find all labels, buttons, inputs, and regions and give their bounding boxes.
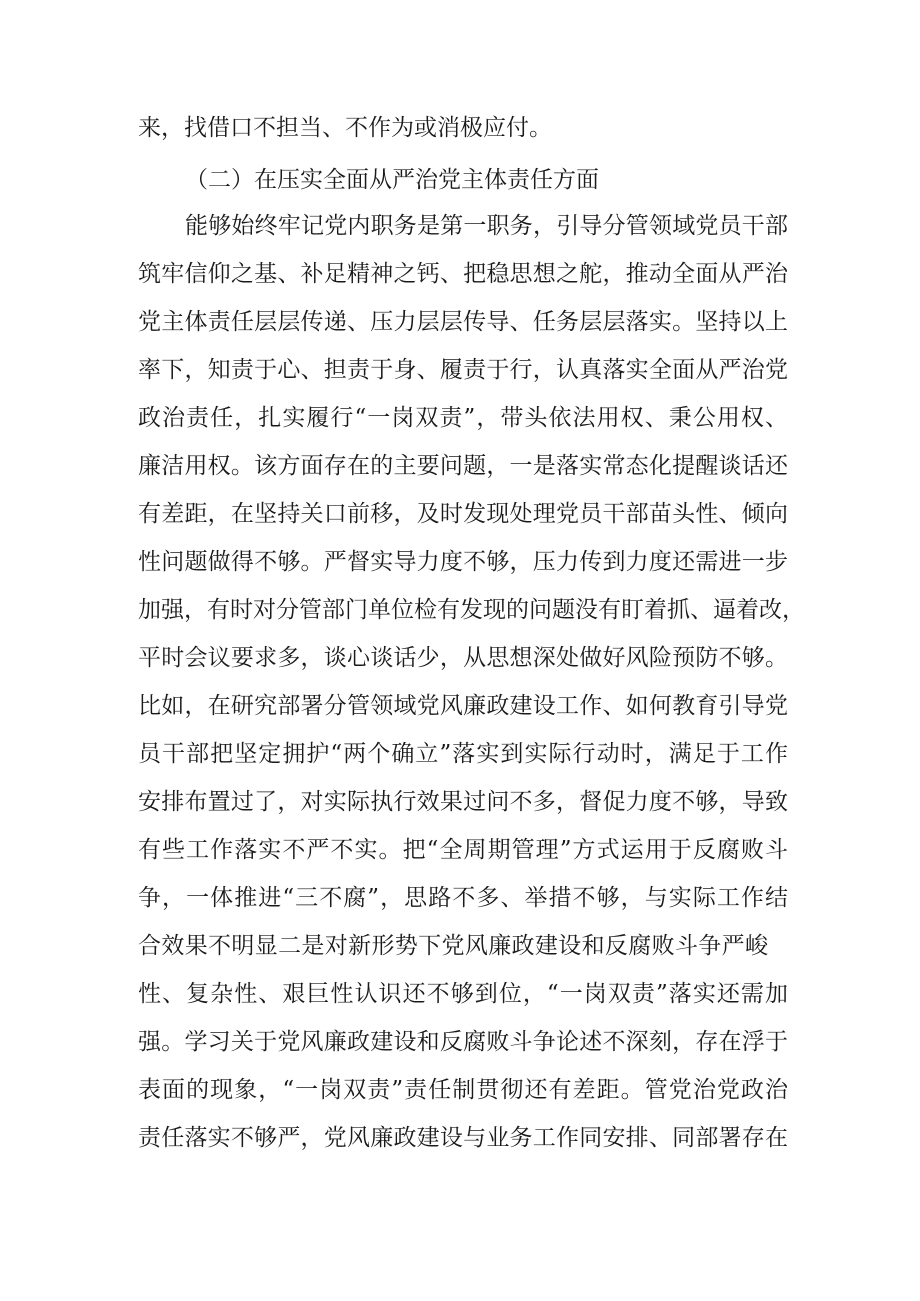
paragraph-line-7: 政治责任，扎实履行“一岗双责”，带头依法用权、秉公用权、: [138, 405, 788, 431]
paragraph-line-22: 责任落实不够严，党风廉政建设与业务工作同安排、同部署存在: [138, 1125, 788, 1151]
paragraph-line-10: 性问题做得不够。严督实导力度不够，压力传到力度还需进一步: [138, 549, 788, 575]
paragraph-line-13: 比如，在研究部署分管领域党风廉政建设工作、如何教育引导党: [138, 693, 788, 719]
paragraph-line-1: 来，找借口不担当、不作为或消极应付。: [138, 115, 552, 141]
paragraph-line-3: 能够始终牢记党内职务是第一职务，引导分管领域党员干部: [185, 213, 788, 239]
paragraph-line-11: 加强，有时对分管部门单位检有发现的问题没有盯着抓、逼着改，: [138, 597, 805, 623]
section-heading: （二）在压实全面从严治党主体责任方面: [185, 167, 599, 193]
paragraph-line-18: 合效果不明显二是对新形势下党风廉政建设和反腐败斗争严峻: [138, 933, 768, 959]
paragraph-line-5: 党主体责任层层传递、压力层层传导、任务层层落实。坚持以上: [138, 309, 788, 335]
paragraph-line-6: 率下，知责于心、担责于身、履责于行，认真落实全面从严治党: [138, 357, 788, 383]
paragraph-line-14: 员干部把坚定拥护“两个确立”落实到实际行动时，满足于工作: [138, 741, 788, 767]
paragraph-line-12: 平时会议要求多，谈心谈话少，从思想深处做好风险预防不够。: [138, 645, 788, 671]
paragraph-line-8: 廉洁用权。该方面存在的主要问题，一是落实常态化提醒谈话还: [138, 453, 788, 479]
paragraph-line-15: 安排布置过了，对实际执行效果过问不多，督促力度不够，导致: [138, 789, 788, 815]
paragraph-line-20: 强。学习关于党风廉政建设和反腐败斗争论述不深刻，存在浮于: [138, 1029, 788, 1055]
paragraph-line-21: 表面的现象，“一岗双责”责任制贯彻还有差距。管党治党政治: [138, 1077, 788, 1103]
paragraph-line-17: 争，一体推进“三不腐”，思路不多、举措不够，与实际工作结: [138, 885, 788, 911]
paragraph-line-19: 性、复杂性、艰巨性认识还不够到位，“一岗双责”落实还需加: [138, 981, 788, 1007]
paragraph-line-4: 筑牢信仰之基、补足精神之钙、把稳思想之舵，推动全面从严治: [138, 261, 788, 287]
paragraph-line-9: 有差距，在坚持关口前移，及时发现处理党员干部苗头性、倾向: [138, 501, 788, 527]
paragraph-line-16: 有些工作落实不严不实。把“全周期管理”方式运用于反腐败斗: [138, 837, 788, 863]
